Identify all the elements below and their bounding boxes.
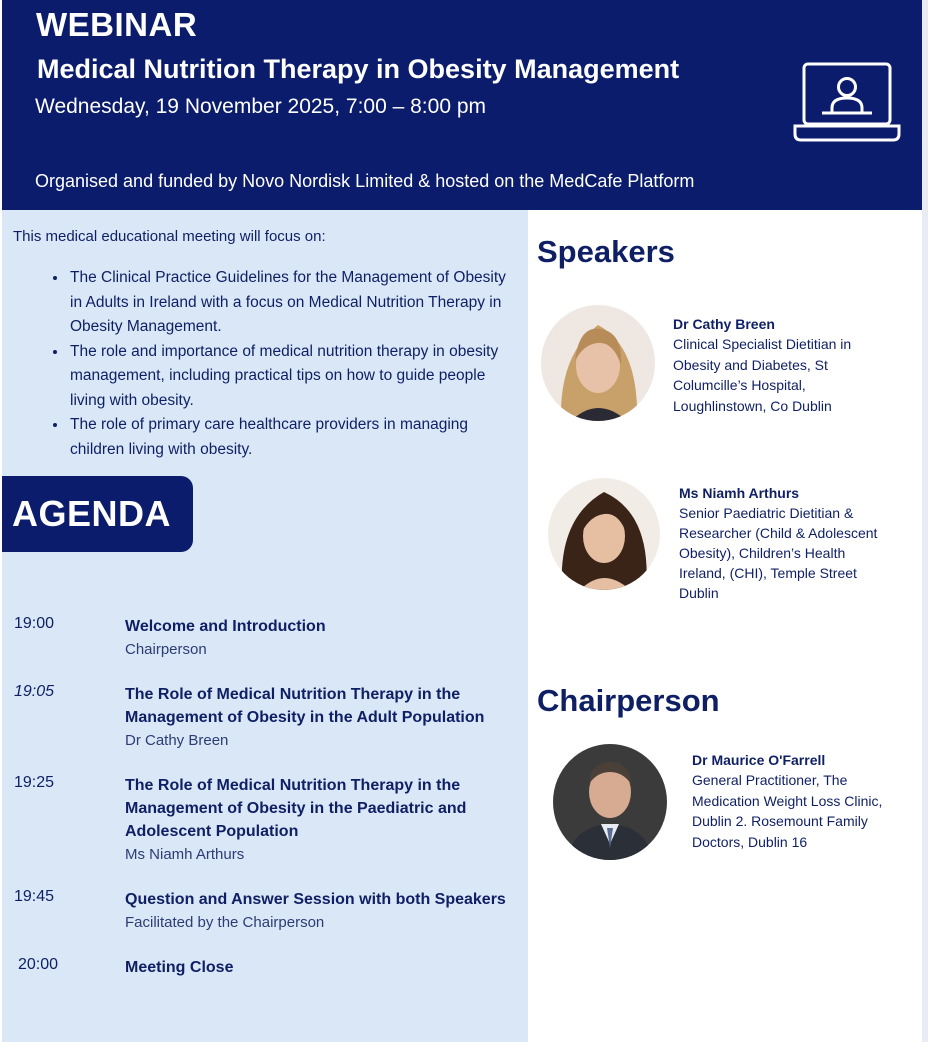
speaker-photo-cathy-breen — [539, 303, 657, 423]
laptop-user-icon — [792, 60, 902, 148]
chairperson-name: Dr Maurice O'Farrell — [692, 752, 826, 768]
speaker-card — [673, 315, 873, 416]
speaker-name: Dr Cathy Breen — [673, 316, 775, 332]
webinar-label: WEBINAR — [36, 6, 198, 43]
agenda-title: The Role of Medical Nutrition Therapy in the Management of Obesity in the Paediatric and Adolescent Population — [125, 777, 467, 840]
agenda-heading: AGENDA — [2, 476, 193, 552]
speaker-name: Ms Niamh Arthurs — [679, 485, 800, 501]
page-edge — [922, 0, 928, 1042]
agenda-time: 19:45 — [14, 888, 55, 905]
agenda-presenter: Dr Cathy Breen — [125, 732, 229, 749]
focus-point: • The role of primary care healthcare providers in managing children living with obesity. — [68, 413, 516, 462]
intro-lead: This medical educational meeting will focus on: — [13, 228, 326, 245]
chairperson-card — [692, 751, 892, 852]
agenda-time: 20:00 — [18, 956, 59, 973]
speaker-photo-niamh-arthurs — [546, 476, 662, 592]
agenda-time: 19:25 — [14, 774, 55, 791]
speaker-role: Clinical Specialist Dietitian in Obesity and Diabetes, St Columcille’s Hospital, Loughlinstown, Co Dublin — [673, 336, 852, 414]
webinar-title: Medical Nutrition Therapy in Obesity Management — [37, 54, 680, 84]
speaker-role: Senior Paediatric Dietitian & Researcher (Child & Adolescent Obesity), Children’s Health Ireland, (CHI), Temple Street Dublin — [679, 505, 878, 601]
chairperson-role: General Practitioner, The Medication Weight Loss Clinic, Dublin 2. Rosemount Family Doctors, Dublin 16 — [692, 772, 883, 850]
chairperson-heading: Chairperson — [537, 683, 720, 718]
agenda-presenter: Facilitated by the Chairperson — [125, 914, 325, 931]
agenda-presenter: Chairperson — [125, 641, 207, 658]
organiser-line: Organised and funded by Novo Nordisk Limited & hosted on the MedCafe Platform — [35, 171, 695, 191]
webinar-datetime: Wednesday, 19 November 2025, 7:00 – 8:00 pm — [35, 95, 487, 118]
left-panel — [2, 210, 528, 1042]
focus-point: • The Clinical Practice Guidelines for the Management of Obesity in Adults in Ireland with a focus on Medical Nutrition Therapy in Obesity Management. — [68, 266, 516, 340]
header-banner — [2, 0, 922, 210]
focus-point: • The role and importance of medical nutrition therapy in obesity management, including practical tips on how to guide people living with obesity. — [68, 340, 516, 414]
focus-list — [16, 266, 516, 462]
agenda-title: Welcome and Introduction — [125, 618, 326, 635]
chairperson-photo — [551, 742, 669, 862]
speakers-heading: Speakers — [537, 234, 675, 269]
agenda-time: 19:05 — [14, 683, 55, 700]
agenda-time: 19:00 — [14, 615, 55, 632]
agenda-presenter: Ms Niamh Arthurs — [125, 846, 245, 863]
agenda-title: Question and Answer Session with both Speakers — [125, 891, 506, 908]
agenda-title: The Role of Medical Nutrition Therapy in the Management of Obesity in the Adult Population — [125, 686, 485, 726]
speaker-card — [679, 484, 894, 603]
agenda-title: Meeting Close — [125, 959, 234, 976]
